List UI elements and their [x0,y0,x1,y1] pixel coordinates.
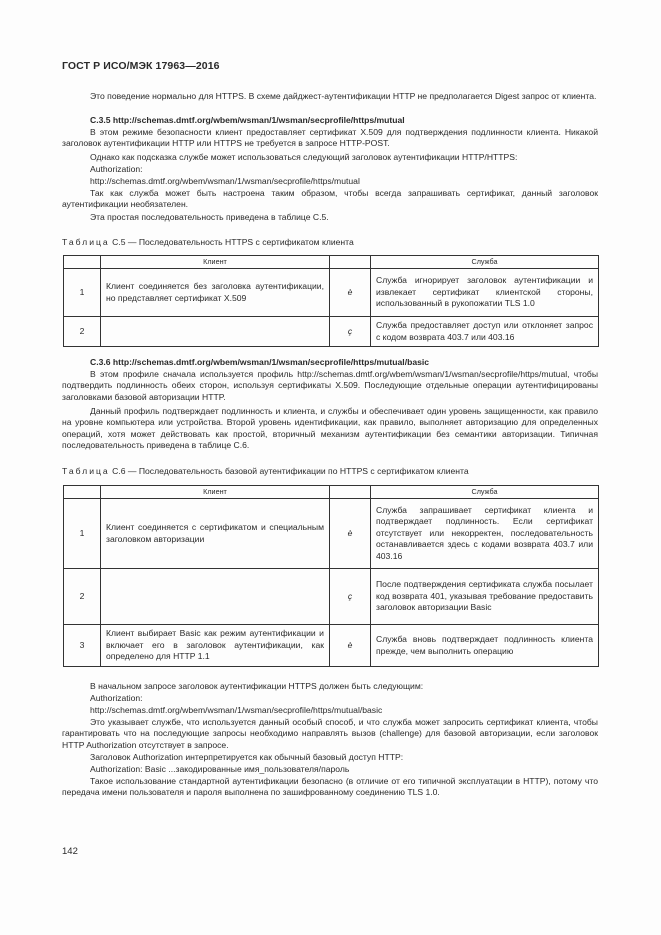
table-header-service: Служба [371,256,599,269]
table-caption: Таблица С.6 — Последовательность базовой аутентификации по HTTPS с сертификатом клиента [62,466,469,476]
arrow-left-icon: ç [330,317,371,347]
table-row: 1 Клиент соединяется без заголовка аутентификации, но представляет сертификат X.509 è Служба игнорирует заголовок аутентификации и извлекает сертификат клиентской стороны, использованный в рукопожатии TLS 1.0 [64,269,599,317]
table-row: 1 Клиент соединяется с сертификатом и специальным заголовком авторизации è Служба запрашивает сертификат клиента и подтверждает подлинность. Если сертификат отсутствует или некорректен, последовательность останавливается здесь с кодами возврата 403.7 или 403.16 [64,499,599,569]
paragraph: Заголовок Authorization интерпретируется как обычный базовый доступ HTTP: [90,752,404,762]
table-header-empty [64,256,101,269]
table-header-client: Клиент [101,486,330,499]
table-caption: Таблица С.5 — Последовательность HTTPS с сертификатом клиента [62,237,354,247]
paragraph: Authorization: Basic ...закодированные имя_пользователя/пароль [90,764,350,774]
table-row: 3 Клиент выбирает Basic как режим аутентификации и включает его в заголовок аутентификации, как определено для HTTP 1.1 è Служба вновь подтверждает подлинность клиента прежде, чем выполнить операцию [64,625,599,667]
paragraph: Это поведение нормально для HTTPS. В схеме дайджест-аутентификации HTTP не предполагается Digest запрос от клиента. [90,91,597,101]
section-heading-c35: C.3.5 http://schemas.dmtf.org/wbem/wsman/1/wsman/secprofile/https/mutual [90,115,405,125]
table-row: 2 ç После подтверждения сертификата служба посылает код возврата 401, указывая требование предоставить заголовок авторизации Basic [64,569,599,625]
paragraph: Однако как подсказка службе может использоваться следующий заголовок аутентификации HTTP/HTTPS: [90,152,518,162]
paragraph: В начальном запросе заголовок аутентификации HTTPS должен быть следующим: [90,681,424,691]
arrow-right-icon: è [330,269,371,317]
paragraph: В этом режиме безопасности клиент предоставляет сертификат X.509 для подтверждения подлинности клиента. Никакой заголовок аутентификации HTTP или HTTPS не требуется в запросе HTTP-POST. [62,127,598,149]
table-header-empty [64,486,101,499]
paragraph: Данный профиль подтверждает подлинность и клиента, и службы и обеспечивает один уровень защищенности, как правило на уровне компьютера или устройства. Второй уровень идентификации, как правило, выполняет авторизацию для определенных операций, хотя может действовать как простой, вторичный механизм аутентификации без семантики авторизации. Типичная последовательность приведена в таблице С.6. [62,406,598,451]
table-header-client: Клиент [101,256,330,269]
paragraph: Authorization: [90,693,143,703]
table-c5 [63,255,599,347]
table-c6 [63,485,599,667]
arrow-right-icon: è [330,625,371,667]
paragraph: Authorization: [90,164,143,174]
section-heading-c36: C.3.6 http://schemas.dmtf.org/wbem/wsman/1/wsman/secprofile/https/mutual/basic [90,357,430,367]
paragraph: Такое использование стандартной аутентификации безопасно (в отличие от его типичной эксплуатации в HTTP), потому что передача имени пользователя и пароля выполнена по зашифрованному соединению TLS 1.0. [62,776,598,798]
table-row: 2 ç Служба предоставляет доступ или отклоняет запрос с кодом возврата 403.7 или 403.16 [64,317,599,347]
paragraph-url: http://schemas.dmtf.org/wbem/wsman/1/wsman/secprofile/https/mutual [90,176,360,186]
arrow-right-icon: è [330,499,371,569]
arrow-left-icon: ç [330,569,371,625]
paragraph-url: http://schemas.dmtf.org/wbem/wsman/1/wsman/secprofile/https/mutual/basic [90,705,383,715]
table-header-service: Служба [371,486,599,499]
paragraph: Эта простая последовательность приведена в таблице С.5. [90,212,329,222]
page-number: 142 [62,846,78,857]
paragraph: В этом профиле сначала используется профиль http://schemas.dmtf.org/wbem/wsman/1/wsman/secprofile/https/mutual, чтобы подтвердить подлинность обеих сторон, используя сертификаты X.509. Последующие отдельные операции аутентифицированы заголовками базовой авторизации HTTP. [62,369,598,402]
table-header-empty [330,486,371,499]
table-header-empty [330,256,371,269]
paragraph: Это указывает службе, что используется данный особый способ, и что служба может запросить сертификат клиента, чтобы гарантировать что на последующие запросы необходимо направлять вызов (challenge) для базовой авторизации, если заголовок HTTP Authorization отсутствует в запросе. [62,717,598,750]
document-header: ГОСТ Р ИСО/МЭК 17963—2016 [62,60,220,72]
paragraph: Так как служба может быть настроена таким образом, чтобы всегда запрашивать сертификат, данный заголовок аутентификации необязателен. [62,188,598,210]
